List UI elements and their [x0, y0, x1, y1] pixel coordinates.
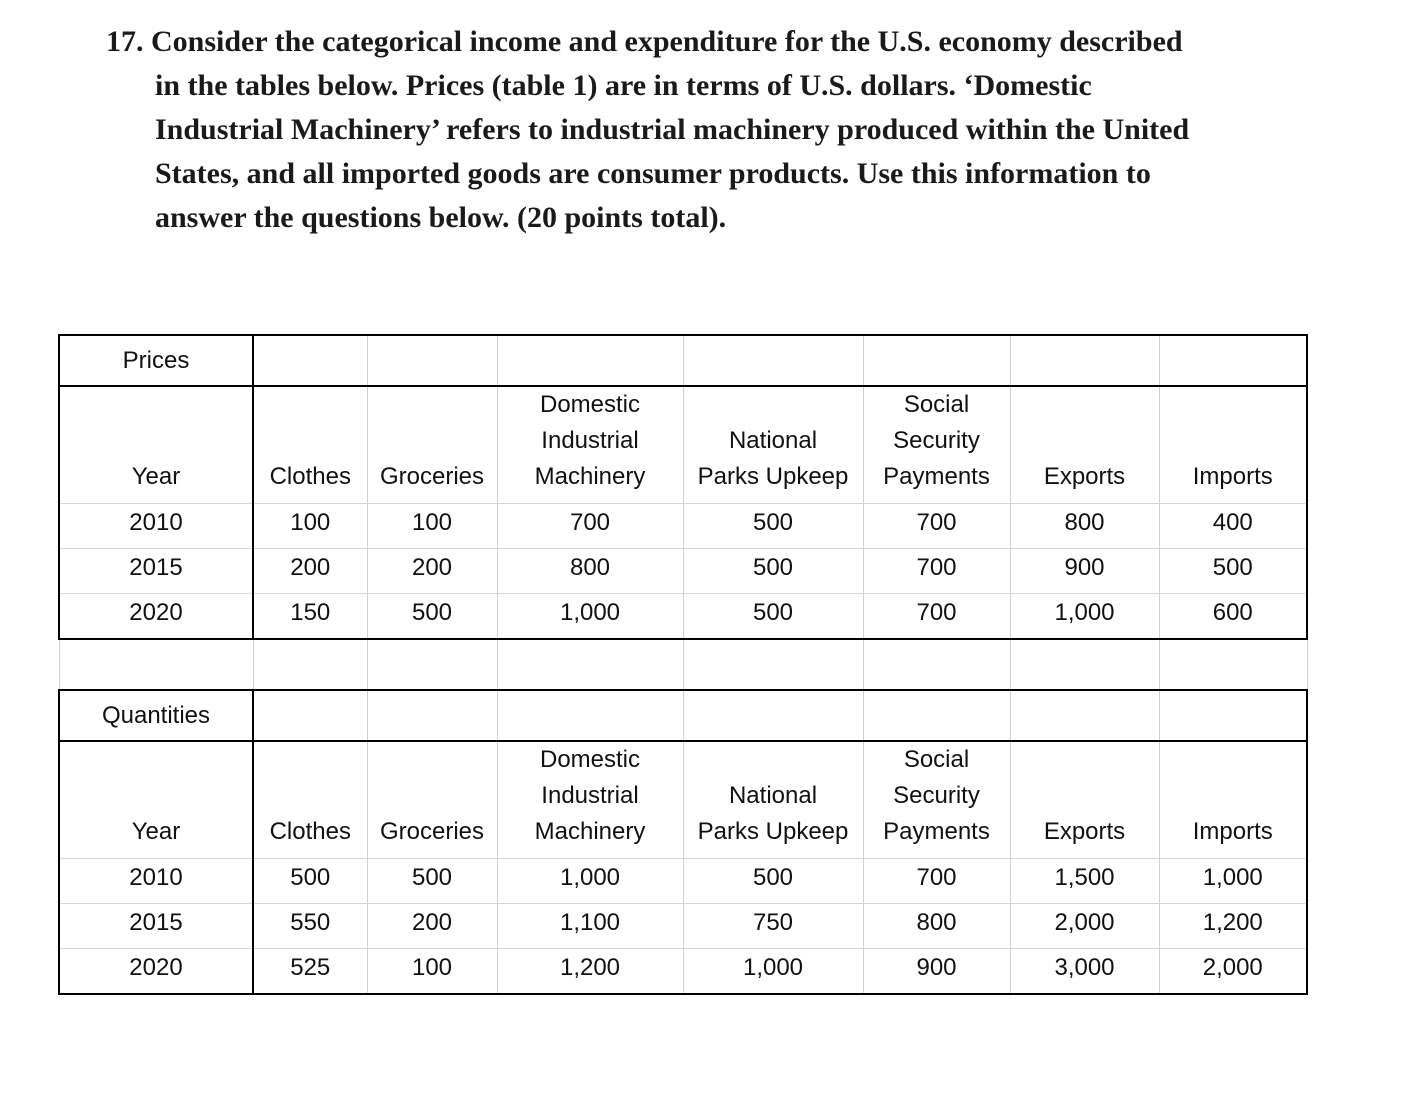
- header-imports: Imports: [1159, 386, 1307, 504]
- cell-groceries: 200: [367, 549, 497, 594]
- table-row: [59, 594, 1307, 640]
- header-line: Industrial: [541, 427, 639, 454]
- header-parks: [683, 741, 863, 859]
- header-line: Social: [903, 746, 970, 773]
- data-tables: [58, 334, 1308, 995]
- header-line: Security: [893, 427, 980, 454]
- cell-machinery: 1,000: [497, 859, 683, 904]
- header-line: Domestic: [539, 746, 641, 773]
- question-line: answer the questions below. (20 points total).: [155, 201, 727, 234]
- table-row: [59, 949, 1307, 995]
- cell-exports: 3,000: [1010, 949, 1159, 995]
- cell-machinery: 1,200: [497, 949, 683, 995]
- header-line: Parks Upkeep: [697, 818, 849, 845]
- cell-social: 700: [863, 504, 1010, 549]
- cell-parks: 500: [683, 859, 863, 904]
- cell-exports: 900: [1010, 549, 1159, 594]
- cell-imports: 1,200: [1159, 904, 1307, 949]
- quantities-title-row: [59, 690, 1307, 741]
- table-row: [59, 549, 1307, 594]
- cell-year: 2015: [59, 549, 253, 594]
- cell-groceries: 500: [367, 859, 497, 904]
- header-line: Social: [903, 391, 970, 418]
- cell-exports: 1,500: [1010, 859, 1159, 904]
- cell-clothes: 525: [253, 949, 367, 995]
- cell-parks: 500: [683, 504, 863, 549]
- table-row: [59, 904, 1307, 949]
- cell-groceries: 200: [367, 904, 497, 949]
- cell-clothes: 150: [253, 594, 367, 640]
- header-line: Industrial: [541, 782, 639, 809]
- header-line: Payments: [883, 818, 990, 845]
- header-groceries: Groceries: [367, 741, 497, 859]
- cell-parks: 1,000: [683, 949, 863, 995]
- header-line: National: [728, 782, 818, 809]
- cell-year: 2020: [59, 949, 253, 995]
- cell-machinery: 800: [497, 549, 683, 594]
- header-groceries: Groceries: [367, 386, 497, 504]
- cell-social: 900: [863, 949, 1010, 995]
- header-exports: Exports: [1010, 386, 1159, 504]
- cell-machinery: 700: [497, 504, 683, 549]
- cell-clothes: 100: [253, 504, 367, 549]
- cell-groceries: 100: [367, 949, 497, 995]
- question-text: [106, 20, 1306, 240]
- cell-imports: 1,000: [1159, 859, 1307, 904]
- cell-clothes: 550: [253, 904, 367, 949]
- cell-imports: 2,000: [1159, 949, 1307, 995]
- header-line: Security: [893, 782, 980, 809]
- table-row: [59, 504, 1307, 549]
- cell-parks: 500: [683, 549, 863, 594]
- cell-exports: 2,000: [1010, 904, 1159, 949]
- cell-social: 700: [863, 594, 1010, 640]
- cell-machinery: 1,100: [497, 904, 683, 949]
- cell-imports: 600: [1159, 594, 1307, 640]
- cell-groceries: 500: [367, 594, 497, 640]
- cell-year: 2020: [59, 594, 253, 640]
- header-line: National: [728, 427, 818, 454]
- header-clothes: Clothes: [253, 741, 367, 859]
- prices-header-row: [59, 386, 1307, 504]
- cell-imports: 500: [1159, 549, 1307, 594]
- cell-exports: 1,000: [1010, 594, 1159, 640]
- cell-exports: 800: [1010, 504, 1159, 549]
- cell-social: 800: [863, 904, 1010, 949]
- cell-parks: 750: [683, 904, 863, 949]
- cell-clothes: 200: [253, 549, 367, 594]
- question-line: 17. Consider the categorical income and expenditure for the U.S. economy described: [106, 25, 1183, 58]
- header-year: Year: [59, 386, 253, 504]
- header-parks: [683, 386, 863, 504]
- cell-groceries: 100: [367, 504, 497, 549]
- cell-social: 700: [863, 859, 1010, 904]
- quantities-table-title: Quantities: [59, 690, 253, 741]
- header-line: Machinery: [534, 818, 646, 845]
- header-line: Parks Upkeep: [697, 463, 849, 490]
- header-year: Year: [59, 741, 253, 859]
- cell-year: 2010: [59, 859, 253, 904]
- cell-year: 2010: [59, 504, 253, 549]
- quantities-header-row: [59, 741, 1307, 859]
- question-line: in the tables below. Prices (table 1) are in terms of U.S. dollars. ‘Domestic: [155, 69, 1092, 102]
- header-social: [863, 741, 1010, 859]
- cell-year: 2015: [59, 904, 253, 949]
- spacer-row: [59, 639, 1307, 690]
- question-line: Industrial Machinery’ refers to industrial machinery produced within the United: [155, 113, 1190, 146]
- header-clothes: Clothes: [253, 386, 367, 504]
- header-machinery: [497, 386, 683, 504]
- question-line: States, and all imported goods are consumer products. Use this information to: [155, 157, 1151, 190]
- cell-social: 700: [863, 549, 1010, 594]
- prices-title-row: [59, 335, 1307, 386]
- header-exports: Exports: [1010, 741, 1159, 859]
- header-machinery: [497, 741, 683, 859]
- cell-imports: 400: [1159, 504, 1307, 549]
- prices-table-title: Prices: [59, 335, 253, 386]
- cell-clothes: 500: [253, 859, 367, 904]
- cell-machinery: 1,000: [497, 594, 683, 640]
- cell-parks: 500: [683, 594, 863, 640]
- header-social: [863, 386, 1010, 504]
- header-line: Domestic: [539, 391, 641, 418]
- header-line: Payments: [883, 463, 990, 490]
- header-line: Machinery: [534, 463, 646, 490]
- table-row: [59, 859, 1307, 904]
- header-imports: Imports: [1159, 741, 1307, 859]
